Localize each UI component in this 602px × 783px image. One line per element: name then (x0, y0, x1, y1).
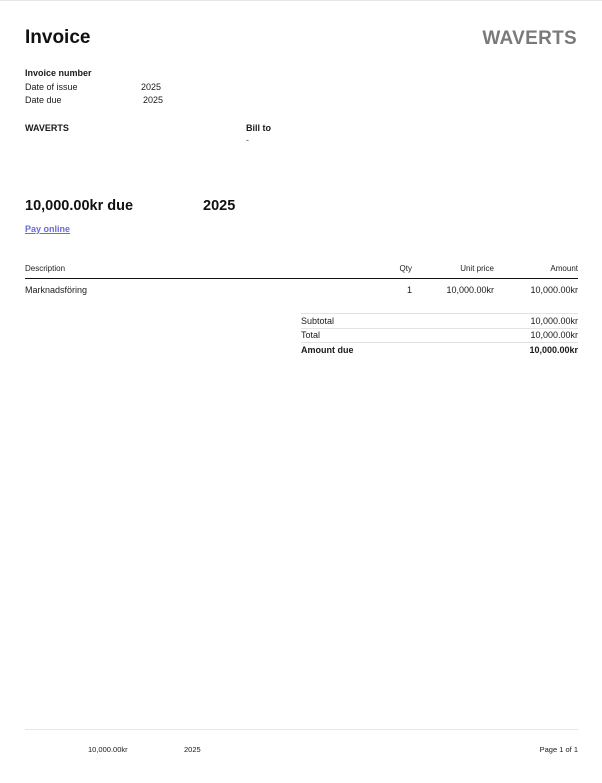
header-unit-price: Unit price (460, 264, 494, 273)
total-value: 10,000.00kr (530, 330, 578, 341)
bill-to-value: - (246, 135, 249, 145)
date-due-label: Date due (25, 95, 62, 105)
invoice-number-label: Invoice number (25, 68, 92, 78)
due-date-heading: 2025 (203, 198, 236, 214)
amount-due-value: 10,000.00kr (529, 344, 578, 355)
total-row (301, 328, 578, 343)
date-due-value: 2025 (143, 95, 164, 105)
header-description: Description (25, 264, 66, 273)
invoice-number-row (25, 67, 163, 81)
page-number: Page 1 of 1 (539, 745, 578, 754)
row-unit-price: 10,000.00kr (446, 285, 494, 295)
date-of-issue-label: Date of issue (25, 81, 78, 92)
row-description: Marknadsföring (25, 285, 88, 295)
subtotal-label: Subtotal (301, 315, 335, 326)
date-due-row (25, 94, 163, 108)
footer-date: 2025 (184, 745, 201, 754)
line-items-table (25, 264, 578, 295)
totals-block (301, 313, 578, 357)
date-of-issue-value: 2025 (141, 81, 162, 92)
header-qty: Qty (399, 264, 412, 273)
amount-due-heading: 10,000.00kr due (25, 198, 134, 214)
bill-to-label: Bill to (246, 123, 271, 133)
brand-name: WAVERTS (482, 28, 577, 49)
header-amount: Amount (550, 264, 578, 273)
table-body (25, 279, 578, 295)
table-header (25, 264, 578, 279)
total-label: Total (301, 330, 321, 341)
bill-to-block (246, 123, 271, 145)
row-amount: 10,000.00kr (530, 285, 578, 295)
footer-divider (25, 729, 578, 730)
amount-due-row (301, 342, 578, 357)
subtotal-row (301, 313, 578, 328)
date-of-issue-row (25, 81, 163, 95)
footer-amount: 10,000.00kr (88, 745, 128, 754)
table-row (25, 279, 578, 295)
seller-name: WAVERTS (25, 123, 69, 133)
invoice-meta (25, 67, 163, 108)
row-qty: 1 (406, 285, 412, 295)
invoice-title: Invoice (25, 27, 91, 48)
pay-online-link[interactable]: Pay online (25, 224, 71, 234)
subtotal-value: 10,000.00kr (530, 315, 578, 326)
amount-due-label: Amount due (301, 344, 354, 355)
